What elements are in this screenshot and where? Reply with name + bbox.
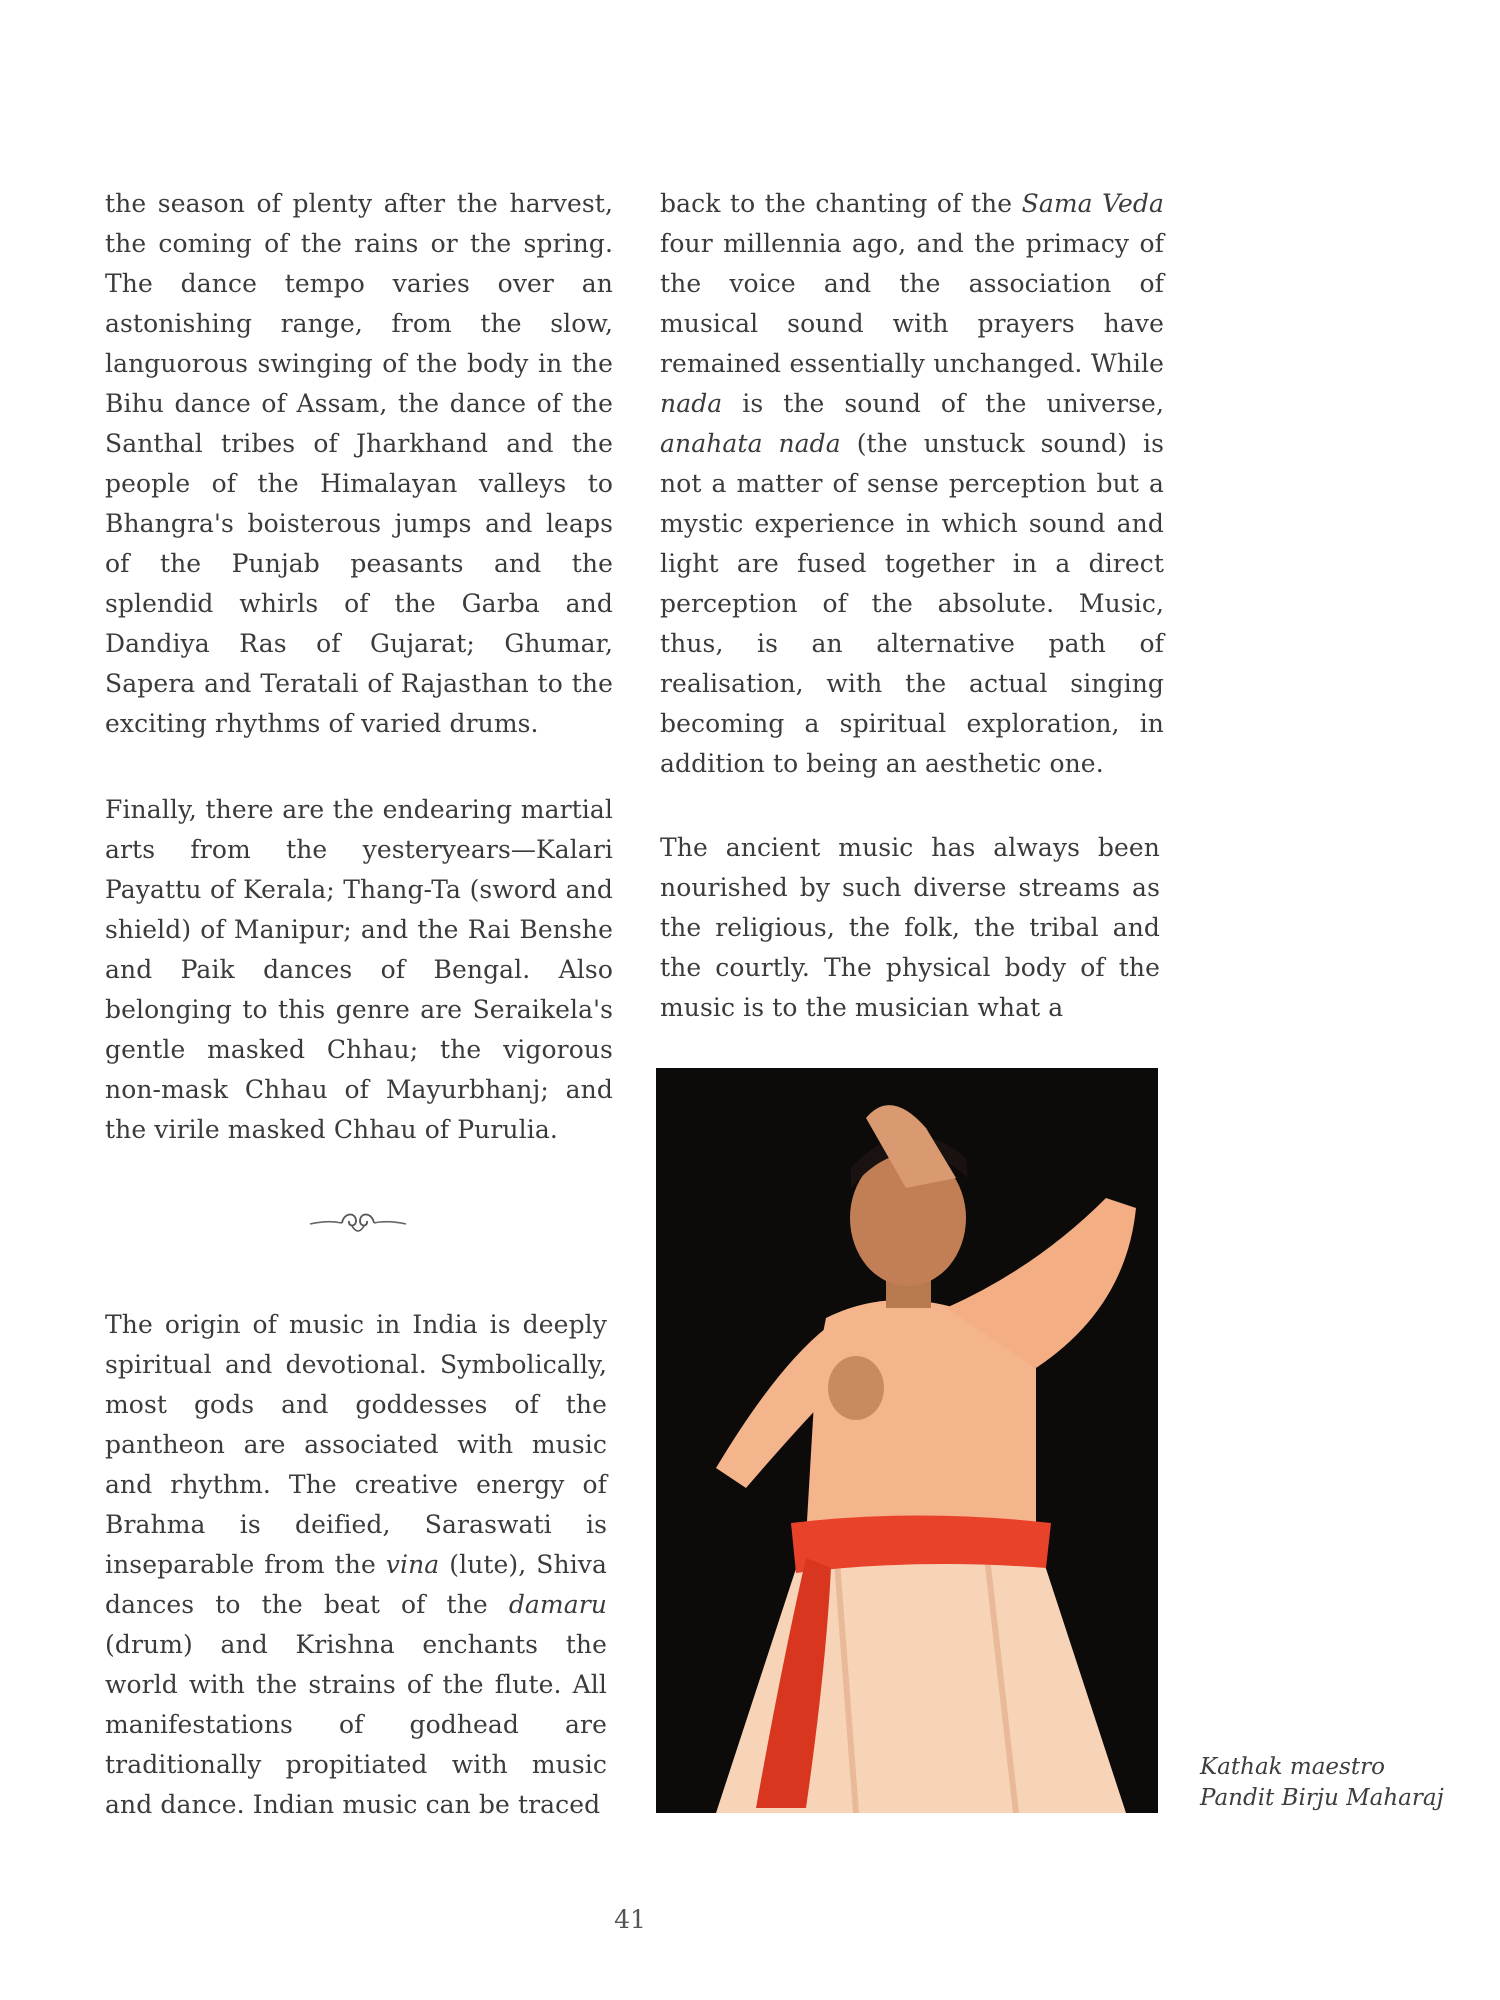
body-paragraph: The ancient music has always been nourished by such diverse streams as the religious, the folk, the tribal and the courtly. The physical body of the music is to the musician what a	[660, 833, 1160, 1022]
photo-caption	[1200, 1752, 1470, 1814]
dancer-photograph	[656, 1068, 1158, 1813]
page-number: 41	[614, 1905, 646, 1934]
body-paragraph: the season of plenty after the harvest, the coming of the rains or the spring. The dance tempo varies over an astonishing range, from the slow, languorous swinging of the body in the Bihu dance of Assam, the dance of the Santhal tribes of Jharkhand and the people of the Himalayan valleys to Bhangra's boisterous jumps and leaps of the Punjab peasants and the splendid whirls of the Garba and Dandiya Ras of Gujarat; Ghumar, Sapera and Teratali of Rajasthan to the exciting rhythms of varied drums.	[105, 189, 613, 738]
body-paragraph: Finally, there are the endearing martial arts from the yesteryears—Kalari Payattu of Kerala; Thang-Ta (sword and shield) of Manipur; and the Rai Benshe and Paik dances of Bengal. Also belonging to this genre are Seraikela's gentle masked Chhau; the vigorous non-mask Chhau of Mayurbhanj; and the virile masked Chhau of Purulia.	[105, 795, 613, 1144]
section-divider-ornament	[308, 1208, 408, 1238]
body-paragraph: The origin of music in India is deeply spiritual and devotional. Symbolically, most gods and goddesses of the pantheon are associated with music and rhythm. The creative energy of Brahma is deified, Saraswati is inseparable from the vina (lute), Shiva dances to the beat of the damaru (drum) and Krishna enchants the world with the strains of the flute. All manifestations of godhead are traditionally propitiated with music and dance. Indian music can be traced	[105, 1310, 608, 1819]
caption-line: Pandit Birju Maharaj	[1200, 1785, 1444, 1811]
body-paragraph: back to the chanting of the Sama Veda four millennia ago, and the primacy of the voice and the association of musical sound with prayers have remained essentially unchanged. While nada is the sound of the universe, anahata nada (the unstuck sound) is not a matter of sense perception but a mystic experience in which sound and light are fused together in a direct perception of the absolute. Music, thus, is an alternative path of realisation, with the actual singing becoming a spiritual exploration, in addition to being an aesthetic one.	[660, 189, 1164, 778]
caption-line: Kathak maestro	[1200, 1754, 1385, 1780]
